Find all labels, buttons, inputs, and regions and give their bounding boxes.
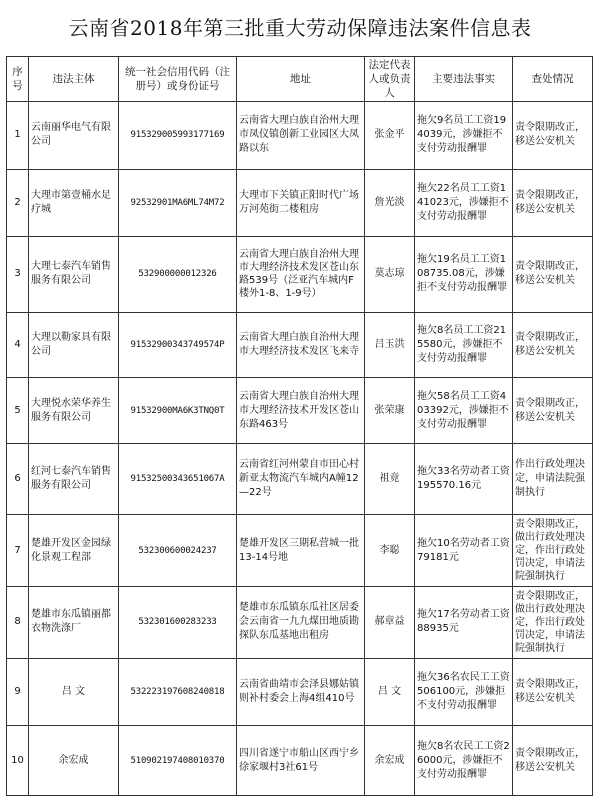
table-row <box>7 312 593 378</box>
cell-address: 云南省红河州蒙自市田心村新亚太物流汽车城内A幢12—22号 <box>237 443 365 515</box>
cell-legal-rep: 莫志琼 <box>365 237 415 313</box>
table-row <box>7 515 593 587</box>
table-row <box>7 443 593 515</box>
cell-handling: 责令限期改正，做出行政处理决定，作出行政处罚决定，申请法院强制执行 <box>513 587 593 659</box>
cell-seq: 9 <box>7 658 29 726</box>
cell-subject: 大理悦水荣华养生服务有限公司 <box>29 378 119 444</box>
cell-seq: 7 <box>7 515 29 587</box>
cell-code: 91532900343749574P <box>119 312 237 378</box>
cell-code: 532301600283233 <box>119 587 237 659</box>
cell-handling: 责令限期改正，做出行政处理决定，作出行政处罚决定，申请法院强制执行 <box>513 515 593 587</box>
cell-code: 91532900MA6K3TNQ0T <box>119 378 237 444</box>
header-code: 统一社会信用代码（注册号）或身份证号 <box>119 57 237 102</box>
cell-legal-rep: 张金平 <box>365 102 415 170</box>
header-subject: 违法主体 <box>29 57 119 102</box>
cell-seq: 2 <box>7 169 29 237</box>
cell-address: 楚雄市东瓜镇东瓜社区居委会云南省一九九煤田地质勘探队东瓜基地出租房 <box>237 587 365 659</box>
cell-seq: 3 <box>7 237 29 313</box>
cell-facts: 拖欠10名劳动者工资79181元 <box>415 515 513 587</box>
cell-seq: 8 <box>7 587 29 659</box>
cell-legal-rep: 祖竟 <box>365 443 415 515</box>
table-row <box>7 378 593 444</box>
cell-handling: 责令限期改正，移送公安机关 <box>513 169 593 237</box>
cell-facts: 拖欠36名农民工工资506100元，涉嫌拒不支付劳动报酬罪 <box>415 658 513 726</box>
table-row <box>7 587 593 659</box>
cell-facts: 拖欠8名农民工工资26000元，涉嫌拒不支付劳动报酬罪 <box>415 726 513 796</box>
cell-subject: 余宏成 <box>29 726 119 796</box>
cell-legal-rep: 郝章益 <box>365 587 415 659</box>
cell-legal-rep: 詹光淡 <box>365 169 415 237</box>
cell-code: 510902197408010370 <box>119 726 237 796</box>
header-row <box>7 57 593 102</box>
header-address: 地址 <box>237 57 365 102</box>
cell-handling: 责令限期改正，移送公安机关 <box>513 378 593 444</box>
cell-address: 大理市下关镇正阳时代广场万河苑街二楼租房 <box>237 169 365 237</box>
cell-legal-rep: 张荣康 <box>365 378 415 444</box>
table-row <box>7 169 593 237</box>
cell-seq: 10 <box>7 726 29 796</box>
cell-subject: 红河七泰汽车销售服务有限公司 <box>29 443 119 515</box>
cell-subject: 大理七泰汽车销售服务有限公司 <box>29 237 119 313</box>
page-title: 云南省2018年第三批重大劳动保障违法案件信息表 <box>68 15 532 40</box>
cell-facts: 拖欠22名员工工资141023元，涉嫌拒不支付劳动报酬罪 <box>415 169 513 237</box>
header-seq: 序号 <box>7 57 29 102</box>
table-row <box>7 237 593 313</box>
cell-address: 楚雄开发区三期私营城一批13-14号地 <box>237 515 365 587</box>
header-handling: 查处情况 <box>513 57 593 102</box>
cell-legal-rep: 吕玉洪 <box>365 312 415 378</box>
cell-subject: 吕 文 <box>29 658 119 726</box>
cell-legal-rep: 李聪 <box>365 515 415 587</box>
cell-facts: 拖欠58名员工工资403392元，涉嫌拒不支付劳动报酬罪 <box>415 378 513 444</box>
cell-address: 云南省曲靖市会泽县娜姑镇则补村委会上海4组410号 <box>237 658 365 726</box>
cell-handling: 责令限期改正，移送公安机关 <box>513 102 593 170</box>
cell-code: 532300600024237 <box>119 515 237 587</box>
cell-seq: 5 <box>7 378 29 444</box>
cell-seq: 1 <box>7 102 29 170</box>
header-facts: 主要违法事实 <box>415 57 513 102</box>
cell-address: 云南省大理白族自治州大理市大理经济技术发区飞来寺 <box>237 312 365 378</box>
header-legal-rep: 法定代表人或负责人 <box>365 57 415 102</box>
cell-address: 云南省大理白族自治州大理市大理经济技术开发区苍山东路463号 <box>237 378 365 444</box>
cell-address: 云南省大理白族自治州大理市凤仪镇创新工业园区大凤路以东 <box>237 102 365 170</box>
cell-subject: 楚雄开发区金园绿化景观工程部 <box>29 515 119 587</box>
cell-facts: 拖欠9名员工工资194039元，涉嫌拒不支付劳动报酬罪 <box>415 102 513 170</box>
cell-subject: 云南丽华电气有限公司 <box>29 102 119 170</box>
cell-code: 532900000012326 <box>119 237 237 313</box>
table-row <box>7 726 593 796</box>
cell-code: 532223197608240818 <box>119 658 237 726</box>
cell-code: 91532500343651067A <box>119 443 237 515</box>
cell-facts: 拖欠17名劳动者工资88935元 <box>415 587 513 659</box>
cell-handling: 责令限期改正，移送公安机关 <box>513 726 593 796</box>
cell-facts: 拖欠19名员工工资108735.08元，涉嫌拒不支付劳动报酬罪 <box>415 237 513 313</box>
cell-subject: 大理市第壹桶水足疗城 <box>29 169 119 237</box>
cell-address: 四川省遂宁市船山区西宁乡徐家堰村3社61号 <box>237 726 365 796</box>
case-table <box>6 56 593 796</box>
cell-handling: 责令限期改正，移送公安机关 <box>513 237 593 313</box>
cell-seq: 6 <box>7 443 29 515</box>
cell-code: 92532901MA6ML74M72 <box>119 169 237 237</box>
cell-subject: 大理以勒家具有限公司 <box>29 312 119 378</box>
cell-handling: 作出行政处理决定，申请法院强制执行 <box>513 443 593 515</box>
cell-facts: 拖欠8名员工工资215580元，涉嫌拒不支付劳动报酬罪 <box>415 312 513 378</box>
cell-subject: 楚雄市东瓜镇丽都衣物洗涤厂 <box>29 587 119 659</box>
table-row <box>7 658 593 726</box>
cell-handling: 责令限期改正，移送公安机关 <box>513 312 593 378</box>
cell-code: 915329005993177169 <box>119 102 237 170</box>
cell-legal-rep: 吕 文 <box>365 658 415 726</box>
cell-legal-rep: 余宏成 <box>365 726 415 796</box>
cell-handling: 责令限期改正，移送公安机关 <box>513 658 593 726</box>
cell-seq: 4 <box>7 312 29 378</box>
cell-address: 云南省大理白族自治州大理市大理经济技术发区苍山东路539号（泛亚汽车城内F楼外1-8、1-9号） <box>237 237 365 313</box>
table-row <box>7 102 593 170</box>
cell-facts: 拖欠33名劳动者工资195570.16元 <box>415 443 513 515</box>
